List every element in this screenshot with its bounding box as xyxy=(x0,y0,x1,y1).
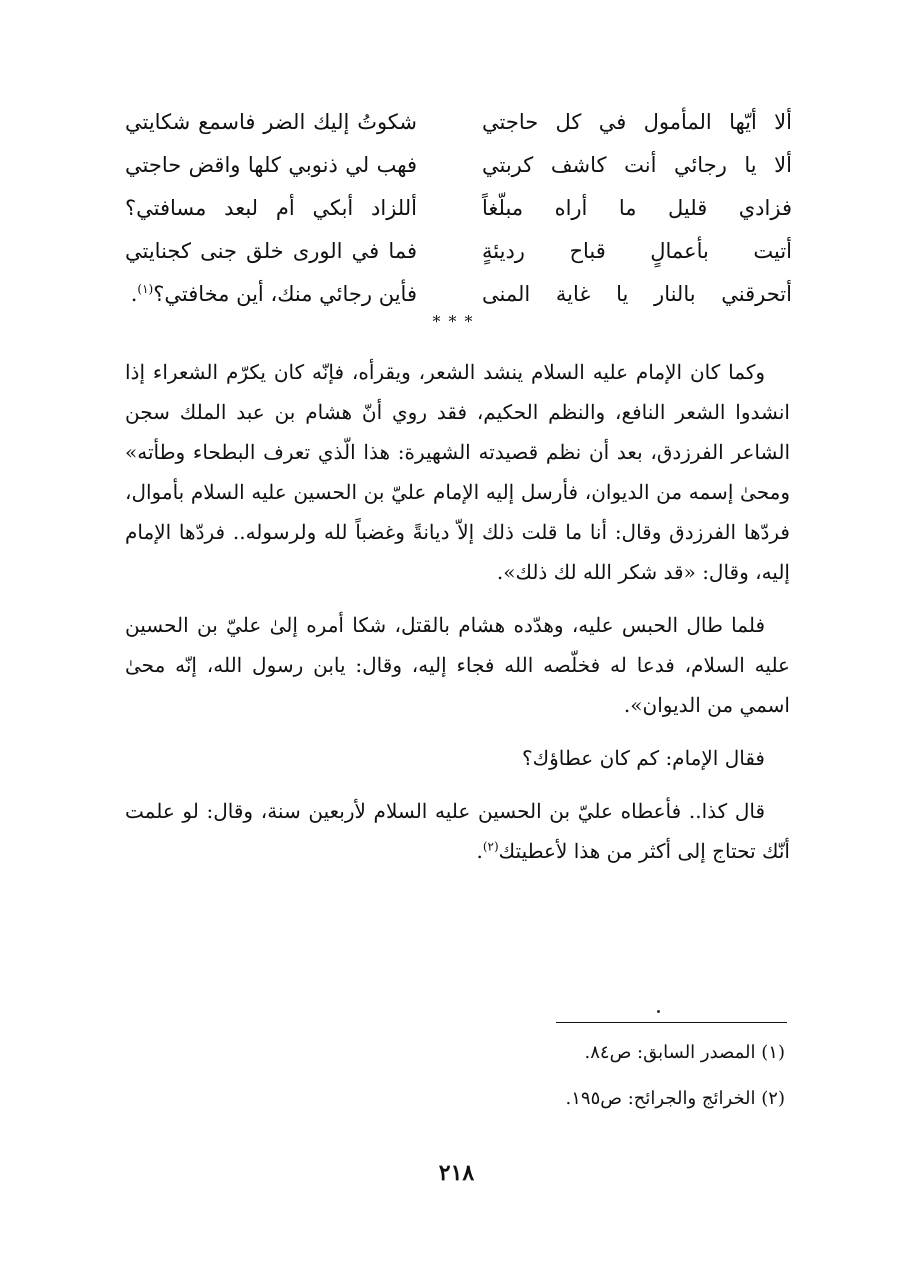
paragraph-end: . xyxy=(476,839,483,863)
footnote-marker: (٢) xyxy=(482,839,499,854)
verse-end: . xyxy=(130,281,138,306)
verse-first-hemistich: أتحرقني بالنار يا غاية المنى xyxy=(482,281,792,306)
paragraph-text: قال كذا.. فأعطاه عليّ بن الحسين عليه السلام لأربعين سنة، وقال: لو علمت أنّك تحتاج إلى أكثر من هذا لأعطيتك xyxy=(125,799,790,863)
verse-first-hemistich: ألا أيّها المأمول في كل حاجتي xyxy=(482,109,792,134)
rule-dot xyxy=(657,1010,660,1013)
verse-text: فأين رجائي منك، أين مخافتي؟ xyxy=(153,281,417,306)
poem-verse xyxy=(120,186,792,229)
paragraph: فقال الإمام: كم كان عطاؤك؟ xyxy=(522,746,765,770)
poem-verse xyxy=(120,143,792,186)
verse-second-hemistich: أللزاد أبكي أم لبعد مسافتي؟ xyxy=(125,195,417,220)
verse-first-hemistich: أتيت بأعمالٍ قباح رديئةٍ xyxy=(482,238,792,263)
paragraph: فلما طال الحبس عليه، وهدّده هشام بالقتل، شكا أمره إلىٰ عليّ بن الحسين عليه السلام، فدعا له فخلّصه الله فجاء إليه، وقال: يابن رسول الله، إنّه محىٰ اسمي من الديوان». xyxy=(125,613,790,717)
footnote: (١) المصدر السابق: ص٨٤. xyxy=(584,1042,785,1063)
poem-verse xyxy=(120,272,792,315)
verse-first-hemistich: ألا يا رجائي أنت كاشف كربتي xyxy=(482,152,792,177)
page-number: ٢١٨ xyxy=(438,1160,475,1186)
verse-second-hemistich: شكوتُ إليك الضر فاسمع شكايتي xyxy=(125,109,417,134)
poem-verse xyxy=(120,100,792,143)
poem xyxy=(120,100,792,315)
verse-second-hemistich xyxy=(125,282,417,306)
footnote: (٢) الخرائج والجرائح: ص١٩٥. xyxy=(565,1088,785,1109)
body-text xyxy=(125,352,790,884)
paragraph xyxy=(125,791,790,871)
footnote-rule xyxy=(556,1022,787,1023)
verse-second-hemistich: فهب لي ذنوبي كلها واقض حاجتي xyxy=(125,152,417,177)
poem-verse xyxy=(120,229,792,272)
section-separator: *** xyxy=(432,312,481,331)
verse-second-hemistich: فما في الورى خلق جنى كجنايتي xyxy=(125,238,417,263)
footnotes xyxy=(400,1038,785,1130)
verse-first-hemistich: فزادي قليل ما أراه مبلّغاً xyxy=(482,195,792,220)
paragraph: وكما كان الإمام عليه السلام ينشد الشعر، ويقرأه، فإنّه كان يكرّم الشعراء إذا انشدوا الشعر النافع، والنظم الحكيم، فقد روي أنّ هشام بن عبد الملك سجن الشاعر الفرزدق، بعد أن نظم قصيدته الشهيرة: هذا الّذي تعرف البطحاء وطأته» ومحىٰ إسمه من الديوان، فأرسل إليه الإمام عليّ بن الحسين عليه السلام بأموال، فردّها الفرزدق وقال: أنا ما قلت ذلك إلاّ ديانةً وغضباً لله ولرسوله.. فردّها الإمام إليه، وقال: «قد شكر الله لك ذلك». xyxy=(125,360,790,584)
footnote-marker: (١) xyxy=(137,281,154,296)
